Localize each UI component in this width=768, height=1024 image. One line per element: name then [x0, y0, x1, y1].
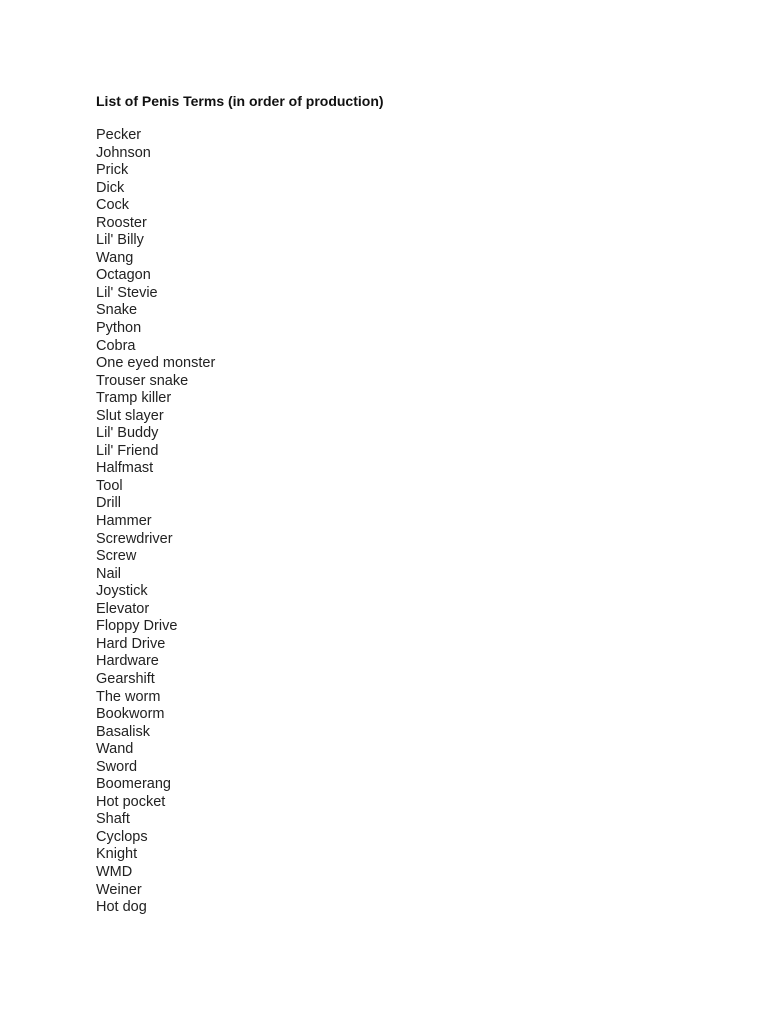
term-item: Python: [96, 320, 142, 337]
term-item: Cock: [96, 197, 130, 214]
term-item: Pecker: [96, 127, 142, 143]
term-item: Wand: [96, 741, 134, 758]
term-item: Boomerang: [96, 776, 171, 793]
term-item: The worm: [96, 688, 161, 705]
term-item: Johnson: [96, 144, 151, 161]
term-item: Lil' Friend: [96, 442, 159, 459]
term-item: WMD: [96, 863, 133, 880]
term-item: Nail: [96, 565, 121, 582]
term-item: Screw: [96, 548, 137, 565]
term-item: Hot pocket: [96, 793, 166, 810]
document-title: List of Penis Terms (in order of production): [96, 93, 384, 109]
term-item: Hard Drive: [96, 635, 166, 652]
term-item: One eyed monster: [96, 355, 216, 372]
term-item: Lil' Stevie: [96, 284, 158, 301]
term-item: Tool: [96, 477, 123, 494]
term-item: Knight: [96, 846, 138, 863]
term-item: Lil' Billy: [96, 232, 144, 249]
term-item: Rooster: [96, 214, 147, 231]
term-item: Gearshift: [96, 670, 155, 687]
term-item: Shaft: [96, 811, 130, 828]
term-item: Cobra: [96, 337, 136, 354]
term-list: [96, 127, 215, 917]
term-item: Tramp killer: [96, 390, 172, 407]
term-item: Basalisk: [96, 723, 150, 740]
term-item: Sword: [96, 758, 138, 775]
term-item: Hot dog: [96, 899, 147, 916]
term-item: Elevator: [96, 600, 150, 617]
term-item: Bookworm: [96, 706, 165, 723]
term-item: Prick: [96, 162, 129, 179]
term-item: Cyclops: [96, 828, 148, 845]
term-item: Joystick: [96, 583, 148, 600]
term-item: Halfmast: [96, 460, 154, 477]
term-item: Slut slayer: [96, 407, 164, 424]
term-item: Snake: [96, 302, 138, 319]
term-item: Hammer: [96, 513, 152, 530]
term-item: Hardware: [96, 653, 159, 670]
term-item: Lil' Buddy: [96, 425, 159, 442]
term-item: Trouser snake: [96, 372, 189, 389]
term-item: Screwdriver: [96, 530, 173, 547]
term-item: Floppy Drive: [96, 618, 178, 635]
term-item: Wang: [96, 249, 134, 266]
term-item: Dick: [96, 179, 125, 196]
term-item: Weiner: [96, 881, 142, 898]
term-item: Octagon: [96, 267, 151, 284]
term-item: Drill: [96, 495, 121, 512]
